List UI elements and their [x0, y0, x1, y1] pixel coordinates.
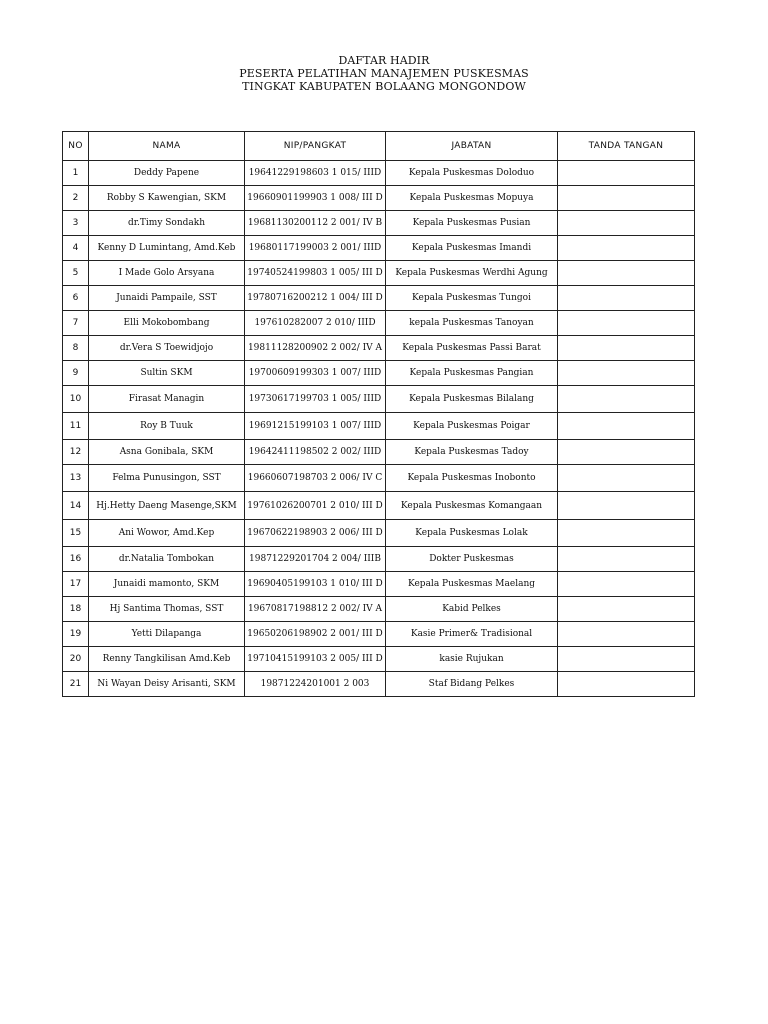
cell-jabatan: Kepala Puskesmas Mopuya	[386, 186, 558, 211]
table-row	[63, 597, 695, 622]
cell-tanda-tangan	[558, 211, 695, 236]
table-row	[63, 547, 695, 572]
header-region: TINGKAT KABUPATEN BOLAANG MONGONDOW	[242, 80, 526, 93]
cell-jabatan: Kepala Puskesmas Passi Barat	[386, 336, 558, 361]
cell-nama: Sultin SKM	[89, 361, 245, 386]
cell-nama: Deddy Papene	[89, 161, 245, 186]
table-row	[63, 520, 695, 547]
cell-nip-pangkat: 19811128200902 2 002/ IV A	[245, 336, 386, 361]
table-row	[63, 311, 695, 336]
cell-nip-pangkat: 19871229201704 2 004/ IIIB	[245, 547, 386, 572]
cell-jabatan: kepala Puskesmas Tanoyan	[386, 311, 558, 336]
cell-no: 9	[63, 361, 89, 386]
cell-jabatan: Staf Bidang Pelkes	[386, 672, 558, 697]
cell-no: 6	[63, 286, 89, 311]
cell-tanda-tangan	[558, 186, 695, 211]
cell-nama: Ni Wayan Deisy Arisanti, SKM	[89, 672, 245, 697]
cell-no: 13	[63, 465, 89, 492]
cell-nip-pangkat: 19670817198812 2 002/ IV A	[245, 597, 386, 622]
cell-tanda-tangan	[558, 572, 695, 597]
cell-no: 19	[63, 622, 89, 647]
cell-jabatan: Kasie Primer& Tradisional	[386, 622, 558, 647]
cell-nip-pangkat: 19660607198703 2 006/ IV C	[245, 465, 386, 492]
cell-no: 11	[63, 413, 89, 440]
cell-tanda-tangan	[558, 413, 695, 440]
cell-jabatan: Kepala Puskesmas Werdhi Agung	[386, 261, 558, 286]
cell-no: 17	[63, 572, 89, 597]
cell-tanda-tangan	[558, 311, 695, 336]
cell-nip-pangkat: 19710415199103 2 005/ III D	[245, 647, 386, 672]
cell-no: 3	[63, 211, 89, 236]
table-row	[63, 336, 695, 361]
cell-nip-pangkat: 19730617199703 1 005/ IIID	[245, 386, 386, 413]
column-header-tanda-tangan: TANDA TANGAN	[558, 132, 695, 161]
cell-nama: Renny Tangkilisan Amd.Keb	[89, 647, 245, 672]
cell-tanda-tangan	[558, 336, 695, 361]
cell-tanda-tangan	[558, 465, 695, 492]
cell-nama: I Made Golo Arsyana	[89, 261, 245, 286]
cell-nip-pangkat: 19780716200212 1 004/ III D	[245, 286, 386, 311]
cell-tanda-tangan	[558, 672, 695, 697]
cell-nama: Hj Santima Thomas, SST	[89, 597, 245, 622]
column-header-no: NO	[63, 132, 89, 161]
cell-tanda-tangan	[558, 286, 695, 311]
table-row	[63, 361, 695, 386]
cell-jabatan: Dokter Puskesmas	[386, 547, 558, 572]
table-row	[63, 236, 695, 261]
cell-jabatan: Kepala Puskesmas Bilalang	[386, 386, 558, 413]
cell-jabatan: Kabid Pelkes	[386, 597, 558, 622]
table-row	[63, 672, 695, 697]
cell-tanda-tangan	[558, 622, 695, 647]
cell-no: 16	[63, 547, 89, 572]
cell-tanda-tangan	[558, 597, 695, 622]
cell-nama: Firasat Managin	[89, 386, 245, 413]
cell-tanda-tangan	[558, 261, 695, 286]
cell-nip-pangkat: 19660901199903 1 008/ III D	[245, 186, 386, 211]
cell-no: 2	[63, 186, 89, 211]
header-subtitle: PESERTA PELATIHAN MANAJEMEN PUSKESMAS	[239, 67, 529, 80]
cell-jabatan: Kepala Puskesmas Pangian	[386, 361, 558, 386]
document-header	[0, 54, 768, 93]
cell-nama: dr.Vera S Toewidjojo	[89, 336, 245, 361]
cell-nama: Hj.Hetty Daeng Masenge,SKM	[89, 492, 245, 520]
cell-nama: Felma Punusingon, SST	[89, 465, 245, 492]
table-row	[63, 161, 695, 186]
table-row	[63, 186, 695, 211]
table-header-row	[63, 132, 695, 161]
cell-no: 4	[63, 236, 89, 261]
cell-nama: Asna Gonibala, SKM	[89, 440, 245, 465]
cell-nip-pangkat: 19871224201001 2 003	[245, 672, 386, 697]
cell-nama: Robby S Kawengian, SKM	[89, 186, 245, 211]
cell-nama: dr.Natalia Tombokan	[89, 547, 245, 572]
attendance-table	[62, 131, 695, 697]
cell-nip-pangkat: 19642411198502 2 002/ IIID	[245, 440, 386, 465]
cell-no: 18	[63, 597, 89, 622]
cell-tanda-tangan	[558, 547, 695, 572]
cell-tanda-tangan	[558, 647, 695, 672]
table-row	[63, 211, 695, 236]
cell-jabatan: Kepala Puskesmas Komangaan	[386, 492, 558, 520]
cell-nip-pangkat: 19690405199103 1 010/ III D	[245, 572, 386, 597]
cell-nip-pangkat: 19761026200701 2 010/ III D	[245, 492, 386, 520]
cell-jabatan: Kepala Puskesmas Tungoi	[386, 286, 558, 311]
cell-no: 12	[63, 440, 89, 465]
cell-tanda-tangan	[558, 236, 695, 261]
cell-nama: Ani Wowor, Amd.Kep	[89, 520, 245, 547]
cell-jabatan: Kepala Puskesmas Tadoy	[386, 440, 558, 465]
cell-tanda-tangan	[558, 161, 695, 186]
cell-nama: Junaidi Pampaile, SST	[89, 286, 245, 311]
cell-nama: Yetti Dilapanga	[89, 622, 245, 647]
cell-nip-pangkat: 19700609199303 1 007/ IIID	[245, 361, 386, 386]
table-row	[63, 261, 695, 286]
table-row	[63, 492, 695, 520]
table-row	[63, 465, 695, 492]
cell-jabatan: Kepala Puskesmas Doloduo	[386, 161, 558, 186]
cell-nama: Roy B Tuuk	[89, 413, 245, 440]
cell-no: 15	[63, 520, 89, 547]
cell-jabatan: Kepala Puskesmas Pusian	[386, 211, 558, 236]
cell-nip-pangkat: 19681130200112 2 001/ IV B	[245, 211, 386, 236]
table-body	[63, 161, 695, 697]
cell-jabatan: Kepala Puskesmas Lolak	[386, 520, 558, 547]
cell-nip-pangkat: 19680117199003 2 001/ IIID	[245, 236, 386, 261]
cell-nip-pangkat: 19650206198902 2 001/ III D	[245, 622, 386, 647]
cell-nip-pangkat: 19691215199103 1 007/ IIID	[245, 413, 386, 440]
header-title: DAFTAR HADIR	[338, 54, 430, 67]
table-row	[63, 440, 695, 465]
cell-nama: Kenny D Lumintang, Amd.Keb	[89, 236, 245, 261]
cell-no: 1	[63, 161, 89, 186]
cell-nama: dr.Timy Sondakh	[89, 211, 245, 236]
cell-jabatan: Kepala Puskesmas Imandi	[386, 236, 558, 261]
table-row	[63, 622, 695, 647]
cell-tanda-tangan	[558, 440, 695, 465]
cell-no: 8	[63, 336, 89, 361]
cell-nama: Junaidi mamonto, SKM	[89, 572, 245, 597]
table-row	[63, 286, 695, 311]
cell-no: 5	[63, 261, 89, 286]
cell-tanda-tangan	[558, 492, 695, 520]
cell-tanda-tangan	[558, 386, 695, 413]
cell-nip-pangkat: 19670622198903 2 006/ III D	[245, 520, 386, 547]
cell-jabatan: Kepala Puskesmas Maelang	[386, 572, 558, 597]
column-header-nama: NAMA	[89, 132, 245, 161]
cell-nip-pangkat: 197610282007 2 010/ IIID	[245, 311, 386, 336]
column-header-jabatan: JABATAN	[386, 132, 558, 161]
cell-nip-pangkat: 19740524199803 1 005/ III D	[245, 261, 386, 286]
cell-jabatan: Kepala Puskesmas Inobonto	[386, 465, 558, 492]
cell-jabatan: Kepala Puskesmas Poigar	[386, 413, 558, 440]
cell-no: 10	[63, 386, 89, 413]
table-row	[63, 386, 695, 413]
table-row	[63, 413, 695, 440]
table-row	[63, 647, 695, 672]
cell-jabatan: kasie Rujukan	[386, 647, 558, 672]
cell-no: 21	[63, 672, 89, 697]
cell-tanda-tangan	[558, 520, 695, 547]
cell-nama: Elli Mokobombang	[89, 311, 245, 336]
cell-nip-pangkat: 19641229198603 1 015/ IIID	[245, 161, 386, 186]
cell-no: 7	[63, 311, 89, 336]
cell-no: 14	[63, 492, 89, 520]
cell-no: 20	[63, 647, 89, 672]
column-header-nip: NIP/PANGKAT	[245, 132, 386, 161]
table-row	[63, 572, 695, 597]
cell-tanda-tangan	[558, 361, 695, 386]
